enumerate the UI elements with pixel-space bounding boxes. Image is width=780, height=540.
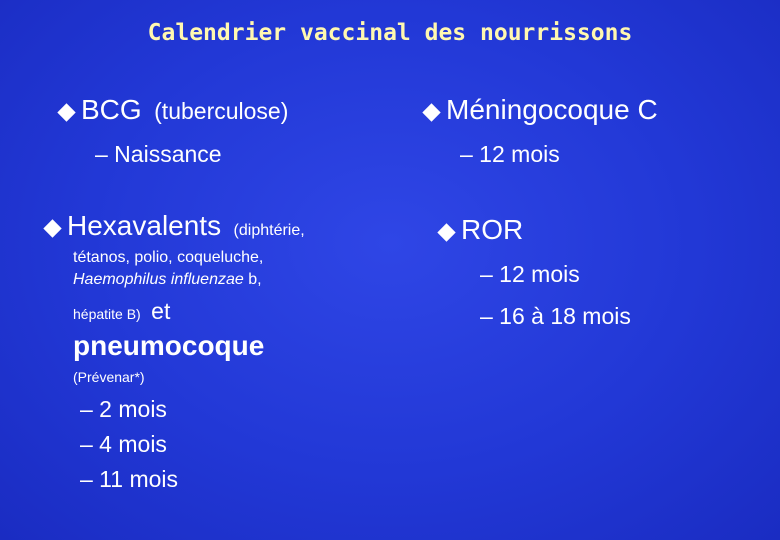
- hexavalents-name: Hexavalents: [67, 210, 222, 241]
- bcg-name: BCG: [81, 94, 142, 125]
- meningocoque-heading: [425, 94, 658, 126]
- haemophilus-text: Haemophilus influenzae: [73, 271, 244, 288]
- diamond-bullet-icon: [43, 220, 61, 238]
- meningocoque-name: Méningocoque C: [446, 94, 658, 125]
- ror-name: ROR: [461, 214, 524, 245]
- hexavalents-line4: [73, 298, 170, 325]
- meningocoque-item: – 12 mois: [460, 141, 560, 167]
- pneumocoque-text: pneumocoque: [73, 330, 265, 361]
- hexavalents-heading: [46, 210, 305, 242]
- bcg-item: – Naissance: [95, 141, 222, 167]
- hexavalents-item: – 11 mois: [80, 466, 179, 492]
- hepatite-text: hépatite B): [73, 306, 141, 322]
- ror-heading: [440, 214, 523, 246]
- diamond-bullet-icon: [437, 224, 455, 242]
- prevenar-text: (Prévenar*): [73, 369, 145, 385]
- ror-item: – 12 mois: [480, 261, 580, 287]
- hexavalents-line2: tétanos, polio, coqueluche,: [73, 249, 264, 266]
- haemophilus-tail: b,: [243, 271, 262, 288]
- et-text: et: [151, 298, 171, 324]
- slide-title: Calendrier vaccinal des nourrissons: [147, 20, 633, 46]
- bcg-heading: [60, 94, 288, 126]
- ror-item: – 16 à 18 mois: [480, 303, 631, 329]
- diamond-bullet-icon: [57, 104, 75, 122]
- diamond-bullet-icon: [422, 104, 440, 122]
- hexavalents-line3: [73, 271, 262, 289]
- bcg-detail: (tuberculose): [154, 98, 289, 124]
- hexavalents-item: – 4 mois: [80, 431, 167, 457]
- hexavalents-item: – 2 mois: [80, 396, 167, 422]
- hexavalents-detail: (diphtérie,: [233, 222, 305, 239]
